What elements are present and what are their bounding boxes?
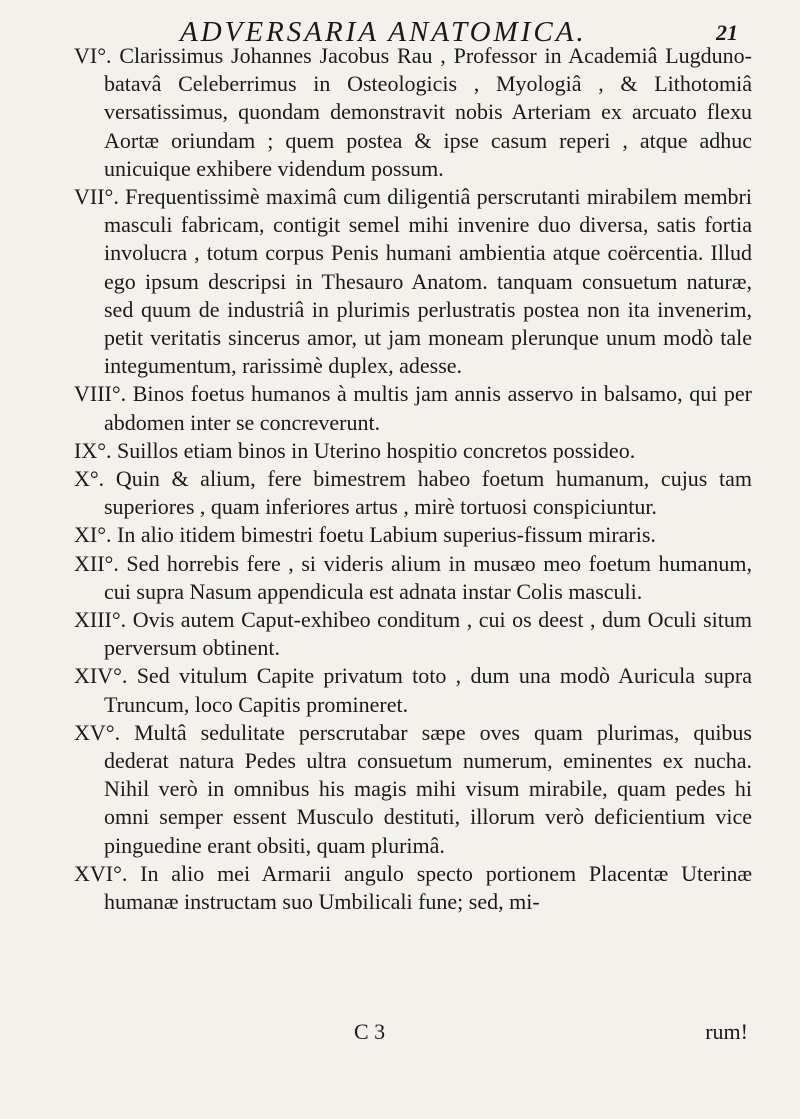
entry-xiv: XIV°. Sed vitulum Capite privatum toto , dum una modò Auricula supra Truncum, loco Capitis promineret.	[74, 663, 752, 717]
entry-ix: IX°. Suillos etiam binos in Uterino hospitio concretos possideo.	[74, 437, 636, 463]
entry-vii: VII°. Frequentissimè maximâ cum diligentiâ perscrutanti mirabilem membri masculi fabricam, contigit semel mihi invenire duo diversa, satis fortia involucra , totum corpus Penis humani ambientia atque coërcentia. Illud ego ipsum descripsi in Thesauro Anatom. tanquam consuetum naturæ, sed quum de industriâ in plurimis perlustratis postea non ita invenerim, petit veritatis sincerus amor, ut jam moneam plerunque unum modò tale integumentum, rarissimè duplex, adesse.	[74, 184, 752, 379]
entry-viii: VIII°. Binos foetus humanos à multis jam annis asservo in balsamo, qui per abdomen inter se concreverunt.	[74, 381, 752, 435]
entry-xvi: XVI°. In alio mei Armarii angulo specto portionem Placentæ Uterinæ humanæ instructam suo Umbilicali fune; sed, mi-	[74, 860, 752, 915]
catchword: rum!	[705, 1019, 748, 1044]
body-text	[74, 42, 752, 916]
page-number: 21	[716, 20, 738, 45]
footer-line	[74, 1018, 752, 1046]
signature-mark: C 3	[354, 1019, 386, 1044]
entry-xi: XI°. In alio itidem bimestri foetu Labium superius-fissum miraris.	[74, 522, 656, 548]
running-title: ADVERSARIA ANATOMICA.	[180, 16, 587, 48]
entry-xiii: XIII°. Ovis autem Caput-exhibeo conditum , cui os deest , dum Oculi situm perversum obtinent.	[74, 607, 752, 661]
entry-xii: XII°. Sed horrebis fere , si videris alium in musæo meo foetum humanum, cui supra Nasum appendicula est adnata instar Colis masculi.	[74, 550, 752, 604]
entry-xv: XV°. Multâ sedulitate perscrutabar sæpe oves quam plurimas, quibus dederat natura Pedes ultra consuetum numerum, eminentes ex nucha. Nihil verò in omnibus his magis mihi visum mirabile, quam pedes hi omni semper essent Musculo destituti, illorum verò deficientium vice pinguedine erant obsiti, quam plurimâ.	[74, 719, 752, 858]
entry-x: X°. Quin & alium, fere bimestrem habeo foetum humanum, cujus tam superiores , quam inferiores artus , mirè tortuosi conspiciuntur.	[74, 466, 752, 520]
entry-vi: VI°. Clarissimus Johannes Jacobus Rau , Professor in Academiâ Lugduno-batavâ Celeberrimus in Osteologicis , Myologiâ , & Lithotomiâ versatissimus, quondam demonstravit nobis Arteriam ex arcuato flexu Aortæ oriundam ; quem postea & ipse casum reperi , atque adhuc unicuique exhibere videndum possum.	[74, 43, 752, 181]
